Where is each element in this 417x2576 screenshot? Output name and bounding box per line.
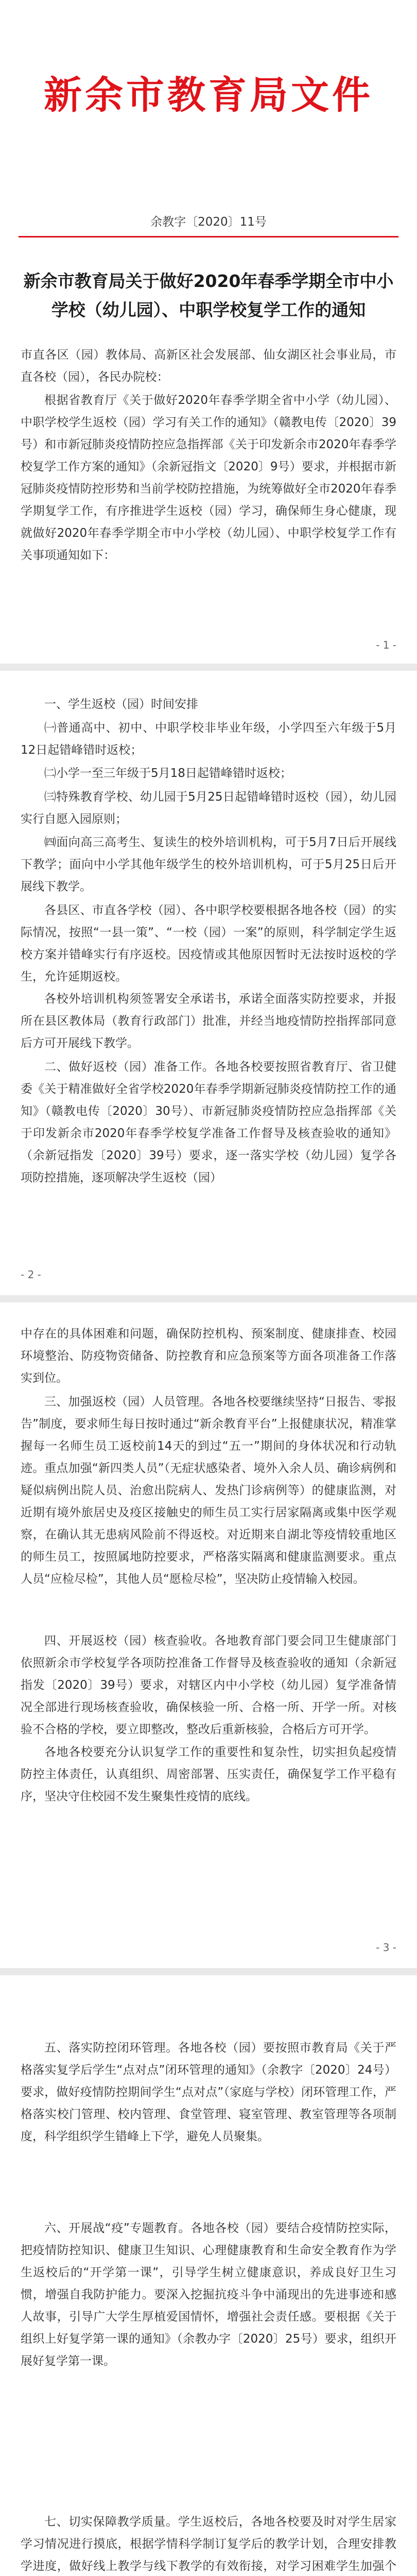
schedule-item-1: ㈠普通高中、初中、中职学校非毕业年级，小学四至六年级于5月12日起错峰错时返校； [21, 721, 396, 757]
page-1 [0, 0, 417, 663]
page-2 [0, 671, 417, 1294]
salutation: 市直各区（园）教体局、高新区社会发展部、仙女湖区社会事业局，市直各校（园），各民办院校： [21, 348, 396, 384]
red-divider-line [19, 236, 398, 238]
schedule-item-2: ㈡小学一至三年级于5月18日起错峰错时返校； [44, 767, 292, 780]
doc-number: 余教字〔2020〕11号 [150, 215, 267, 229]
page-separator [0, 664, 417, 671]
notice-title: 新余市教育局关于做好2020年春季学期全市中小学校（幼儿园）、中职学校复学工作的通知 [23, 271, 394, 320]
page-number-1: - 1 - [376, 639, 396, 651]
section-6-text: 六、开展战“疫”专题教育。各地各校（园）要结合疫情防控实际，把疫情防控知识、健康卫生知识、心理健康教育和生命安全教育作为学生返校后的“开学第一课”，引导学生树立健康意识，养成良好卫生习惯，增强自我防护能力。要深入挖掘抗疫斗争中涌现出的先进事迹和感人故事，引导广大学生厚植爱国情怀，增强社会责任感。要根据《关于组织上好复学第一课的通知》（余教办字〔2020〕25号）要求，组织开展好复学第一课。 [21, 2222, 396, 2368]
schedule-item-3: ㈢特殊教育学校、幼儿园于5月25日起错峰错时返校（园），幼儿园实行自愿入园原则； [21, 790, 396, 826]
doc-number-row [0, 212, 417, 229]
section-2-continued: 中存在的具体困难和问题，确保防控机构、预案制度、健康排查、校园环境整治、防疫物资储备、防控教育和应急预案等方面各项准备工作落实到位。 [21, 1327, 396, 1385]
intro-paragraph: 根据省教育厅《关于做好2020年春季学期全省中小学（幼儿园）、中职学校学生返校（园）学习有关工作的通知》（赣教电传〔2020〕39号）和市新冠肺炎疫情防控应急指挥部《关于印发新余市2020年春季学校复学工作方案的通知》（余新冠指文〔2020〕9号）要求，并根据市新冠肺炎疫情防控形势和当前学校防控措施，为统筹做好全市2020年春季学期复学工作，有序推进学生返校（园）学习，确保师生身心健康，现就做好2020年春季学期全市中小学校（幼儿园）、中职学校复学工作有关事项通知如下： [21, 394, 396, 562]
section-7-text: 七、切实保障教学质量。学生返校后，各地各校要及时对学生居家学习情况进行摸底，根据学情科学制订复学后的教学计划，合理安排教学进度，做好线上教学与线下教学的有效衔接，对学习困难学生加强个 [21, 2515, 396, 2573]
schedule-item-4: ㈣面向高三高考生、复读生的校外培训机构，可于5月7日后开展线下教学；面向中小学其他年级学生的校外培训机构，可于5月25日后开展线下教学。 [21, 836, 396, 893]
page-number-3: - 3 - [376, 1941, 396, 1954]
schedule-paragraph-a: 各县区、市直各学校（园）、各中职学校要根据各地各校（园）的实际情况，按照“一县一策”、“一校（园）一案”的原则，科学制定学生返校方案并错峰实行有序返校。因疫情或其他原因暂时无法按时返校的学生，允许延期返校。 [21, 904, 396, 984]
schedule-paragraph-b: 各校外培训机构须签署安全承诺书，承诺全面落实防控要求，并报所在县区教体局（教育行政部门）批准，并经当地疫情防控指挥部同意后方可开展线下教学。 [21, 992, 396, 1050]
issuer-header [0, 73, 417, 117]
page-separator [0, 1295, 417, 1302]
section-5-text: 五、落实防控闭环管理。各地各校（园）要按照市教育局《关于严格落实复学后学生“点对点”闭环管理的通知》（余教字〔2020〕24号）要求，做好疫情防控期间学生“点对点”（家庭与学校）闭环管理工作，严格落实校门管理、校内管理、食堂管理、寝室管理、教室管理等各项制度，科学组织学生错峰上下学，避免人员聚集。 [21, 2041, 396, 2143]
page-number-2: - 2 - [21, 1268, 41, 1281]
section-2-text: 二、做好返校（园）准备工作。各地各校要按照省教育厅、省卫健委《关于精准做好全省学校2020年春季学期新冠肺炎疫情防控工作的通知》（赣教电传〔2020〕30号）、市新冠肺炎疫情防控应急指挥部《关于印发新余市2020年春季学校复学准备工作督导及核查验收的通知》（余新冠指发〔2020〕39号）要求，逐一落实学校（幼儿园）复学各项防控措施，逐项解决学生返校（园） [21, 1060, 396, 1184]
section-4-text: 四、开展返校（园）核查验收。各地教育部门要会同卫生健康部门依照新余市学校复学各项防控准备工作督导及核查验收的通知（余新冠指发〔2020〕39号）要求，对辖区内中小学校（幼儿园）复学准备情况全部进行现场核查验收，确保核验一所、合格一所、开学一所。对核验不合格的学校，要立即整改，整改后重新核验，合格后方可开学。 [21, 1634, 396, 1736]
page-4 [0, 1975, 417, 2576]
page-separator [0, 1968, 417, 1975]
issuer-title: 新余市教育局文件 [44, 73, 373, 117]
section-1-heading: 一、学生返校（园）时间安排 [44, 698, 198, 711]
page-3 [0, 1302, 417, 1967]
section-3-text: 三、加强返校（园）人员管理。各地各校要继续坚持“日报告、零报告”制度，要求师生每日按时通过“新余教育平台”上报健康状况，精准掌握每一名师生员工返校前14天的到过“五一”期间的身体状况和行动轨迹。重点加强“新四类人员”（无症状感染者、境外入余人员、确诊病例和疑似病例出院人员、治愈出院病人、发热门诊病例等）的健康监测，对近期有境外旅居史及疫区接触史的师生员工实行居家隔离或集中医学观察，在确认其无患病风险前不得返校。对近期来自湖北等疫情较重地区的师生员工，按照属地防控要求，严格落实隔离和健康监测要求。重点人员“应检尽检”，其他人员“愿检尽检”，坚决防止疫情输入校园。 [21, 1395, 396, 1586]
section-4-paragraph-b: 各地各校要充分认识复学工作的重要性和复杂性，切实担负起疫情防控主体责任，认真组织、周密部署、压实责任，确保复学工作平稳有序，坚决守住校园不发生聚集性疫情的底线。 [21, 1745, 396, 1803]
